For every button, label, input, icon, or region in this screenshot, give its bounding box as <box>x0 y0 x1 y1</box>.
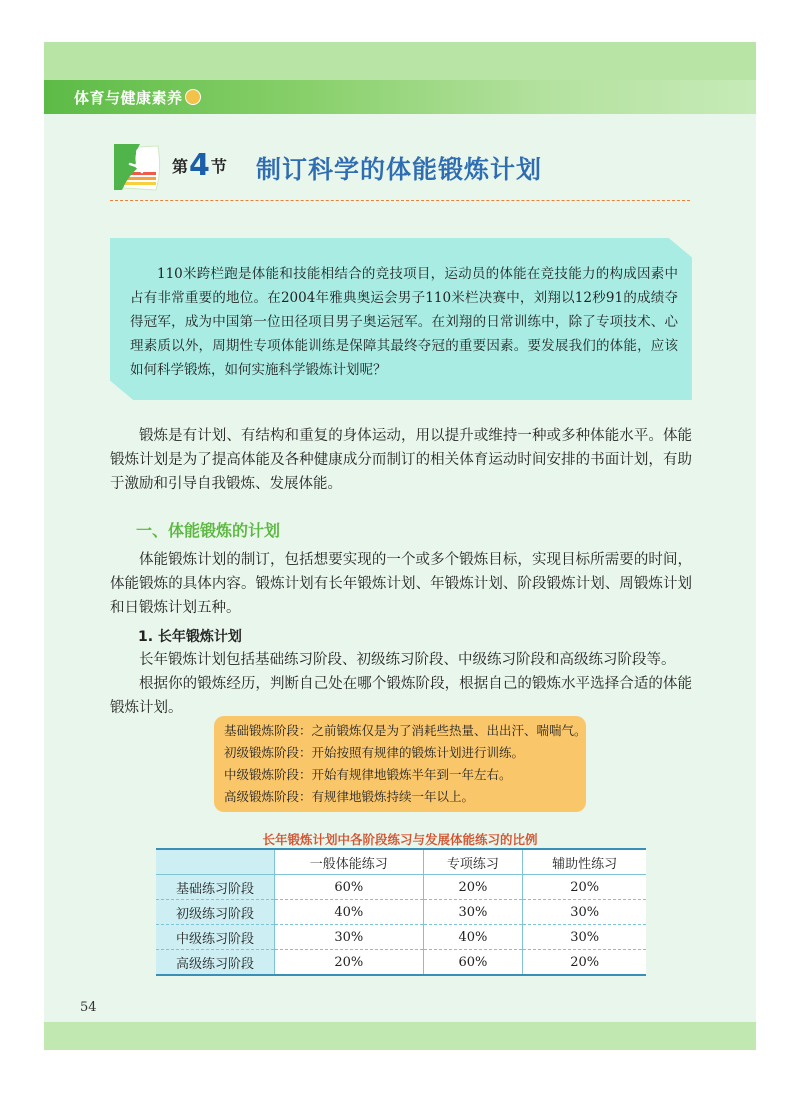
textbook-page <box>44 42 756 1050</box>
table-cell: 60% <box>275 875 424 900</box>
column-header: 专项练习 <box>423 849 523 875</box>
stage-item-beginner: 初级锻炼阶段：开始按照有规律的锻炼计划进行训练。 <box>224 745 525 760</box>
table-corner-cell <box>156 849 275 875</box>
heading-fitness-plan: 一、体能锻炼的计划 <box>136 521 281 540</box>
row-header: 基础练习阶段 <box>156 875 275 900</box>
section-title: 制订科学的体能锻炼计划 <box>256 155 543 184</box>
table-cell: 20% <box>423 875 523 900</box>
stage-box <box>214 716 586 812</box>
book-title-text: 体育与健康素养 <box>74 89 183 107</box>
paragraph-long-term-stages: 长年锻炼计划包括基础练习阶段、初级练习阶段、中级练习阶段和高级练习阶段等。 <box>139 652 676 668</box>
page-number: 54 <box>80 1000 97 1015</box>
heading-long-term-plan: 1. 长年锻炼计划 <box>138 629 242 645</box>
table-cell: 60% <box>423 950 523 976</box>
table-cell: 30% <box>275 925 424 950</box>
section-prefix: 第 <box>172 157 189 176</box>
table-row <box>156 925 646 950</box>
table-row <box>156 900 646 925</box>
table-cell: 30% <box>423 900 523 925</box>
column-header: 辅助性练习 <box>523 849 646 875</box>
row-header: 中级练习阶段 <box>156 925 275 950</box>
row-header: 初级练习阶段 <box>156 900 275 925</box>
stage-item-intermediate: 中级锻炼阶段：开始有规律地锻炼半年到一年左右。 <box>224 767 512 782</box>
section-number-digit: 4 <box>189 148 210 183</box>
paragraph-exercise-definition: 锻炼是有计划、有结构和重复的身体运动，用以提升或维持一种或多种体能水平。体能锻炼计划是为了提高体能及各种健康成分而制订的相关体育运动时间安排的书面计划，有助于激励和引导自我锻炼、发展体能。 <box>110 428 692 492</box>
table-cell: 30% <box>523 925 646 950</box>
header-dot-icon <box>185 89 201 105</box>
title-divider <box>110 200 690 201</box>
table-cell: 40% <box>423 925 523 950</box>
table-cell: 20% <box>523 950 646 976</box>
table-caption: 长年锻炼计划中各阶段练习与发展体能练习的比例 <box>262 832 538 847</box>
section-suffix: 节 <box>210 157 227 176</box>
stage-item-basic: 基础锻炼阶段：之前锻炼仅是为了消耗些热量、出出汗、喘喘气。 <box>224 723 587 738</box>
table-cell: 20% <box>523 875 646 900</box>
bottom-band <box>44 1022 756 1050</box>
table-cell: 30% <box>523 900 646 925</box>
column-header: 一般体能练习 <box>275 849 424 875</box>
table-cell: 40% <box>275 900 424 925</box>
table-cell: 20% <box>275 950 424 976</box>
table-row <box>156 875 646 900</box>
stage-item-advanced: 高级锻炼阶段：有规律地锻炼持续一年以上。 <box>224 789 475 804</box>
row-header: 高级练习阶段 <box>156 950 275 976</box>
intro-text: 110米跨栏跑是体能和技能相结合的竞技项目，运动员的体能在竞技能力的构成因素中占有非常重要的地位。在2004年雅典奥运会男子110米栏决赛中，刘翔以12秒91的成绩夺得冠军，成为中国第一位田径项目男子奥运冠军。在刘翔的日常训练中，除了专项技术、心理素质以外，周期性专项体能训练是保障其最终夺冠的重要因素。要发展我们的体能，应该如何科学锻炼，如何实施科学锻炼计划呢？ <box>130 266 678 378</box>
book-title-header <box>74 87 201 108</box>
paragraph-choose-plan: 根据你的锻炼经历，判断自己处在哪个锻炼阶段，根据自己的锻炼水平选择合适的体能锻炼计划。 <box>110 676 692 716</box>
ratio-table <box>156 848 646 976</box>
table-header-row <box>156 849 646 875</box>
section-number <box>172 148 227 183</box>
paragraph-plan-content: 体能锻炼计划的制订，包括想要实现的一个或多个锻炼目标，实现目标所需要的时间，体能锻炼的具体内容。锻炼计划有长年锻炼计划、年锻炼计划、阶段锻炼计划、周锻炼计划和日锻炼计划五种。 <box>110 552 692 616</box>
section-badge-icon <box>110 140 164 194</box>
table-row <box>156 950 646 976</box>
